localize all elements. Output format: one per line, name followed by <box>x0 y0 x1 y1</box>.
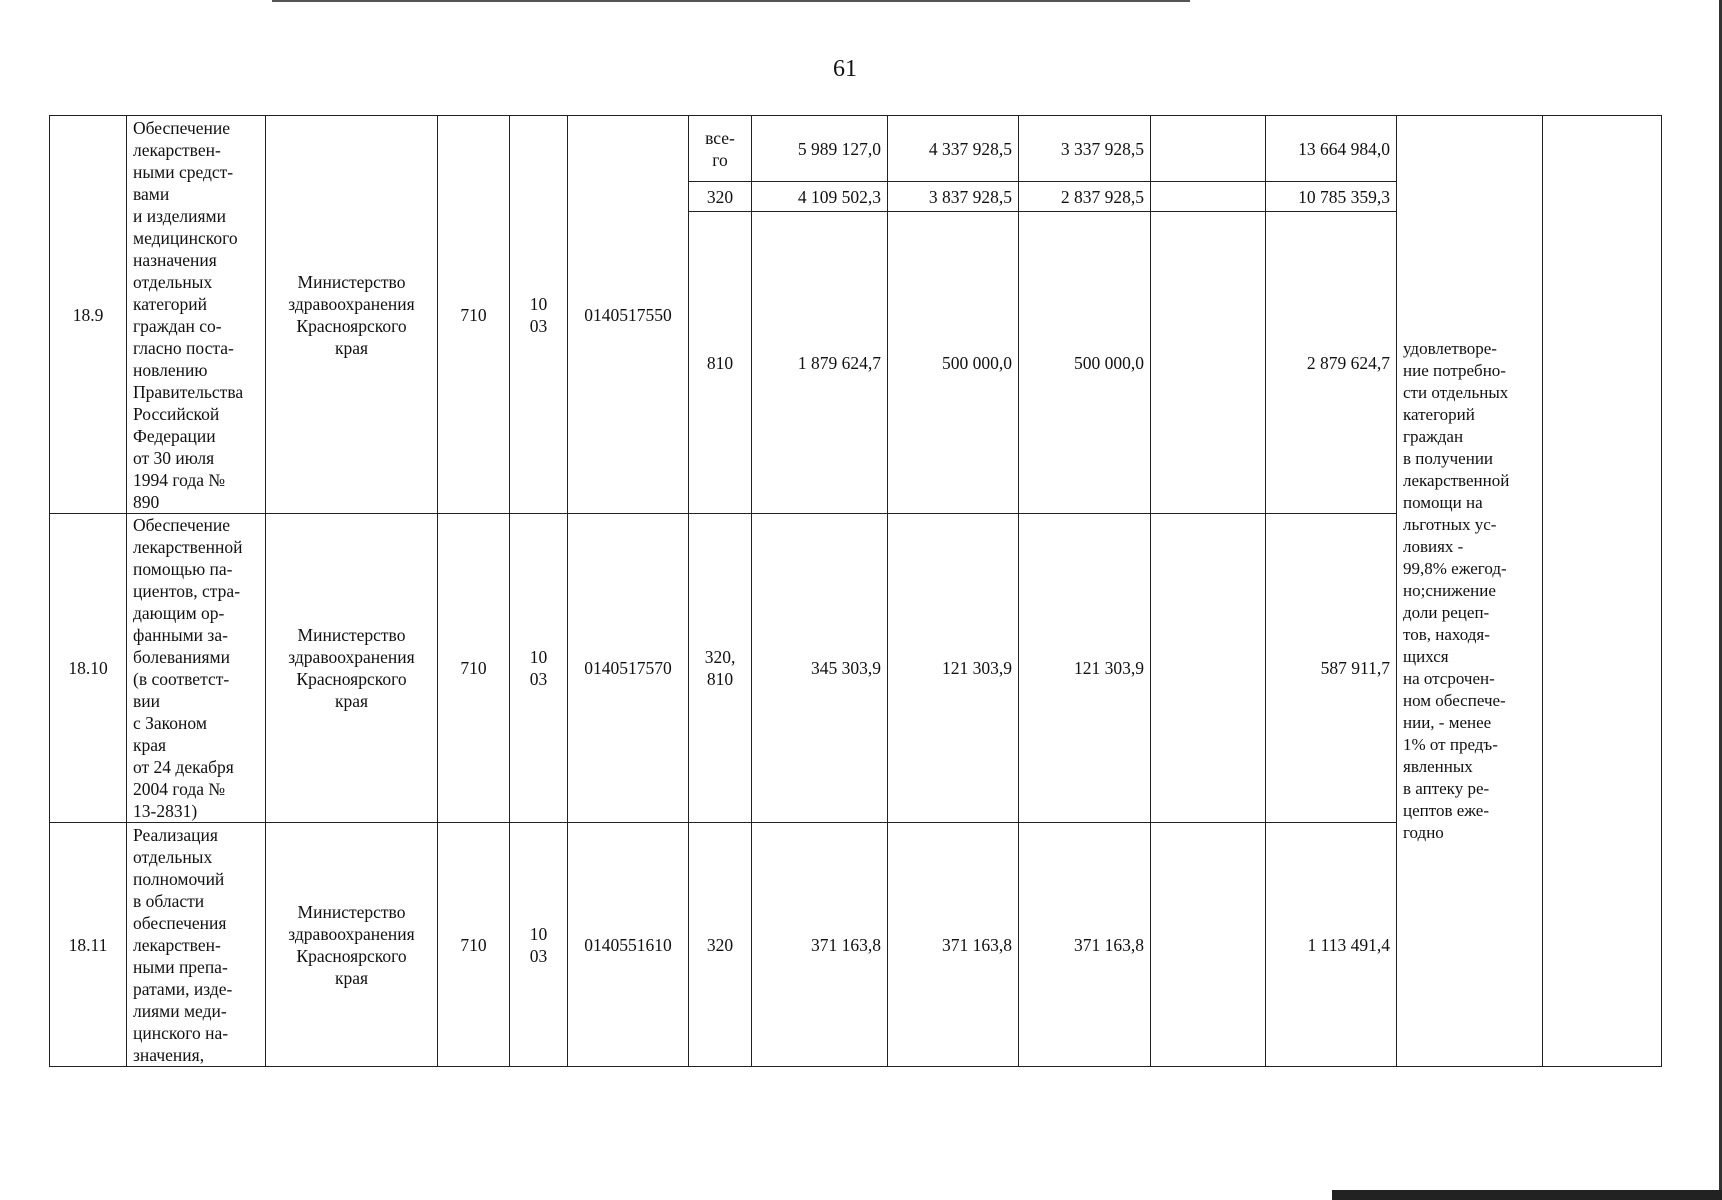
vr-code: 320 <box>689 823 752 1067</box>
year4-value <box>1151 116 1266 182</box>
year2-value: 121 303,9 <box>888 514 1019 823</box>
year4-value <box>1151 823 1266 1067</box>
year4-value <box>1151 212 1266 514</box>
row-number: 18.9 <box>50 116 127 514</box>
top-rule <box>272 0 1190 2</box>
total-value: 587 911,7 <box>1266 514 1397 823</box>
grbs-code: 710 <box>438 823 510 1067</box>
page-number: 61 <box>833 56 857 82</box>
vr-code: 320 <box>689 182 752 212</box>
year2-value: 4 337 928,5 <box>888 116 1019 182</box>
rzpr-code: 10 03 <box>510 514 568 823</box>
vr-code: 810 <box>689 212 752 514</box>
year1-value: 1 879 624,7 <box>752 212 888 514</box>
year3-value: 500 000,0 <box>1019 212 1151 514</box>
csr-code: 0140551610 <box>568 823 689 1067</box>
measures-table <box>49 115 1662 1067</box>
csr-code: 0140517570 <box>568 514 689 823</box>
year3-value: 121 303,9 <box>1019 514 1151 823</box>
measure-name: Обеспечение лекарствен- ными средст- вами и изделиями медицинского назначения отдельных категорий граждан со- гласно поста- новлению Правительства Российской Федерации от 30 июля 1994 года № 890 <box>127 116 266 514</box>
row-number: 18.11 <box>50 823 127 1067</box>
ministry: Министерство здравоохранения Красноярского края <box>266 823 438 1067</box>
row-number: 18.10 <box>50 514 127 823</box>
csr-code: 0140517550 <box>568 116 689 514</box>
year4-value <box>1151 514 1266 823</box>
year4-value <box>1151 182 1266 212</box>
table-row <box>50 116 1662 182</box>
vr-code: 320, 810 <box>689 514 752 823</box>
scan-shadow <box>1332 1190 1722 1200</box>
rzpr-code: 10 03 <box>510 116 568 514</box>
expected-result: удовлетворе- ние потребно- сти отдельных категорий граждан в получении лекарственной помощи на льготных ус- ловиях - 99,8% ежегод- но;снижение доли рецеп- тов, находя- щихся на отсрочен- ном обеспече- нии, - менее 1% от предъ- явленных в аптеку ре- цептов еже- годно <box>1397 116 1543 1067</box>
year1-value: 5 989 127,0 <box>752 116 888 182</box>
year3-value: 371 163,8 <box>1019 823 1151 1067</box>
total-value: 2 879 624,7 <box>1266 212 1397 514</box>
year1-value: 345 303,9 <box>752 514 888 823</box>
total-value: 10 785 359,3 <box>1266 182 1397 212</box>
year1-value: 4 109 502,3 <box>752 182 888 212</box>
year2-value: 3 837 928,5 <box>888 182 1019 212</box>
last-column <box>1543 116 1662 1067</box>
ministry: Министерство здравоохранения Красноярского края <box>266 514 438 823</box>
total-value: 13 664 984,0 <box>1266 116 1397 182</box>
measure-name: Обеспечение лекарственной помощью па- циентов, стра- дающим ор- фанными за- болеваниями (в соответст- вии с Законом края от 24 декабря 2004 года № 13-2831) <box>127 514 266 823</box>
measure-name: Реализация отдельных полномочий в области обеспечения лекарствен- ными препа- ратами, изде- лиями меди- цинского на- значения, <box>127 823 266 1067</box>
rzpr-code: 10 03 <box>510 823 568 1067</box>
year2-value: 500 000,0 <box>888 212 1019 514</box>
ministry: Министерство здравоохранения Красноярского края <box>266 116 438 514</box>
grbs-code: 710 <box>438 116 510 514</box>
year3-value: 3 337 928,5 <box>1019 116 1151 182</box>
vr-code: все- го <box>689 116 752 182</box>
year3-value: 2 837 928,5 <box>1019 182 1151 212</box>
year2-value: 371 163,8 <box>888 823 1019 1067</box>
year1-value: 371 163,8 <box>752 823 888 1067</box>
grbs-code: 710 <box>438 514 510 823</box>
total-value: 1 113 491,4 <box>1266 823 1397 1067</box>
